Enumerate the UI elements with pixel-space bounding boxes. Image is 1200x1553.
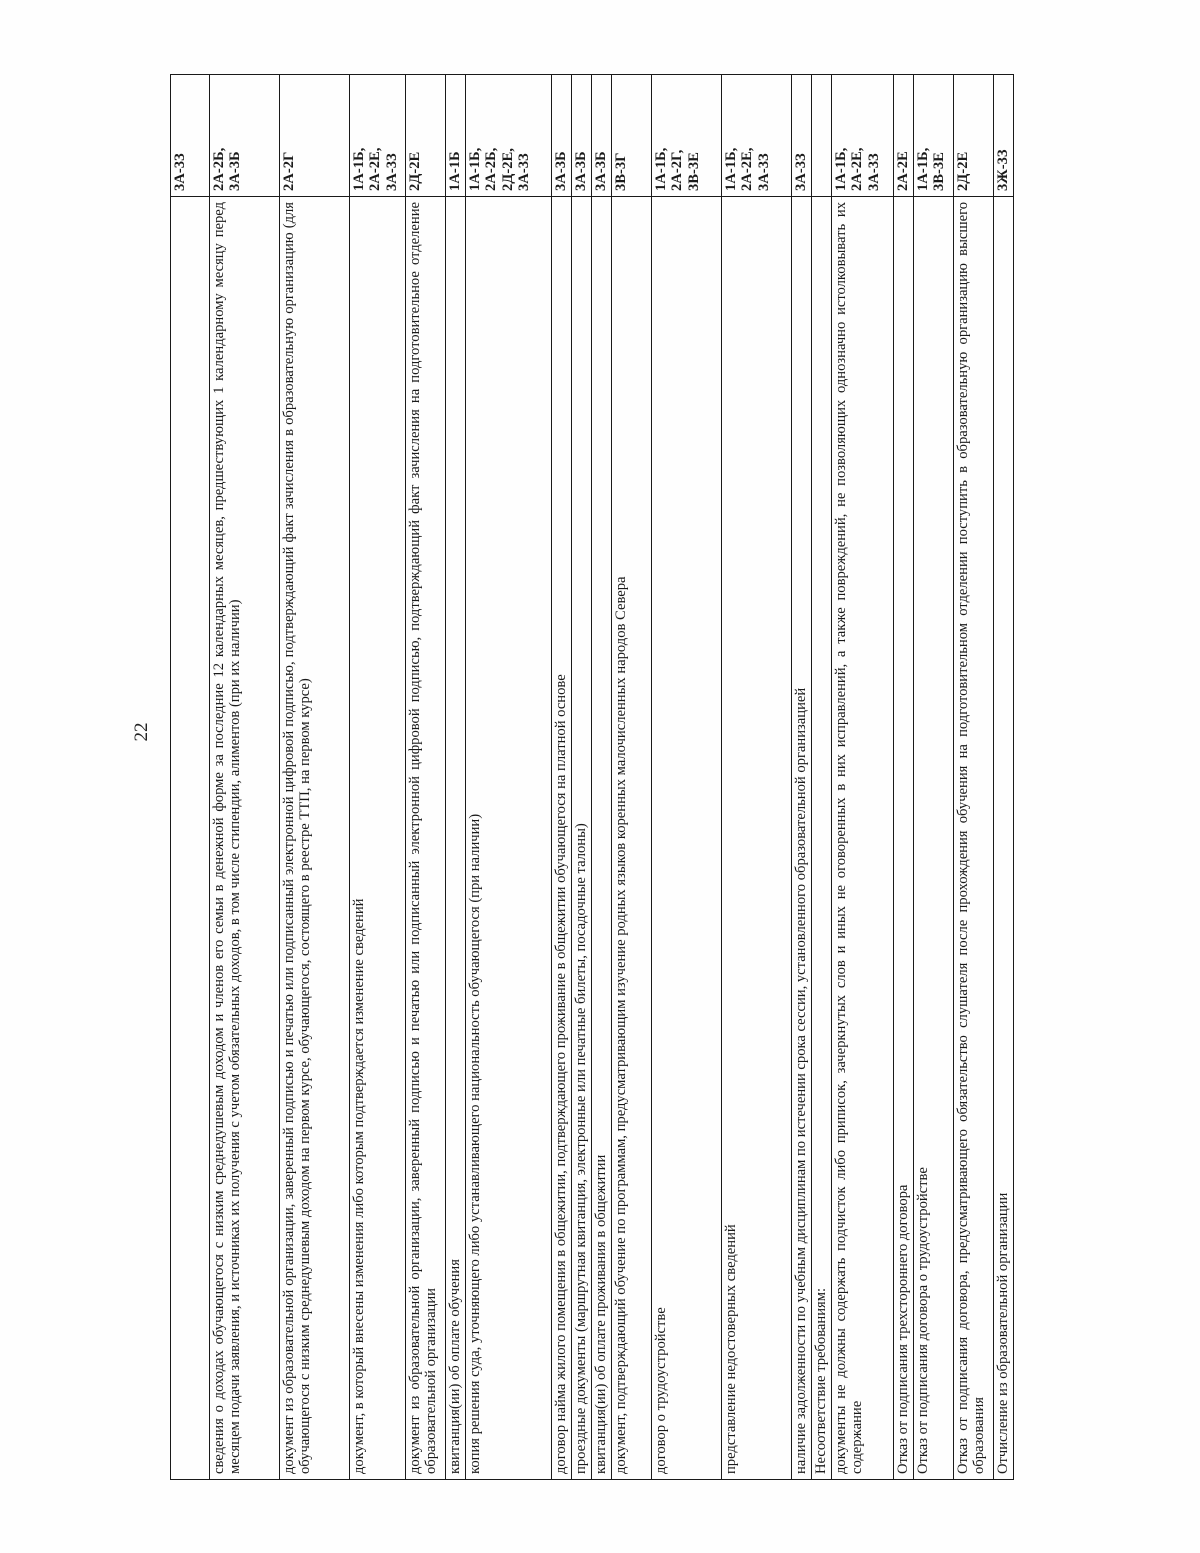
requirements-table — [170, 74, 1014, 1480]
row-code: 2А-2Б, 3А-3Б — [210, 75, 280, 197]
row-description: Отчисление из образовательной организации — [994, 197, 1014, 1480]
row-code: 2Д-2Е — [954, 75, 994, 197]
table-row — [552, 75, 572, 1480]
table-row — [722, 75, 792, 1480]
row-code: 1А-1Б, 2А-2Г, 3В-3Е — [652, 75, 722, 197]
table-row — [914, 75, 954, 1480]
row-code: 2А-2Е — [894, 75, 914, 197]
table-row — [994, 75, 1014, 1480]
table-row — [466, 75, 552, 1480]
row-description: документ из образовательной организации, заверенный подписью и печатью или подписанный электронной цифровой подписью, подтверждающий факт зачисления в образовательную организацию (для обучающегося с низким среднедушевым доходом на первом курсе, обучающегося, состоящего в реестре ТТП, на первом курсе) — [280, 197, 350, 1480]
table-row — [652, 75, 722, 1480]
row-code: 2А-2Г — [280, 75, 350, 197]
table-row — [572, 75, 592, 1480]
row-description: документы не должны содержать подчисток либо приписок, зачеркнутых слов и иных не оговоренных в них исправлений, а также повреждений, не позволяющих однозначно истолковывать их содержание — [832, 197, 894, 1480]
row-code: 1А-1Б, 2А-2Е, 3А-3З — [722, 75, 792, 197]
row-description: Отказ от подписания договора о трудоустройстве — [914, 197, 954, 1480]
row-code: 3А-3Б — [552, 75, 572, 197]
table-row — [612, 75, 652, 1480]
row-description: копия решения суда, уточняющего либо устанавливающего национальность обучающегося (при наличии) — [466, 197, 552, 1480]
table-row — [894, 75, 914, 1480]
row-code: 1А-1Б, 3В-3Е — [914, 75, 954, 197]
table-row — [406, 75, 446, 1480]
row-code: 3А-3Б — [572, 75, 592, 197]
table-row — [171, 75, 210, 1480]
row-description: представление недостоверных сведений — [722, 197, 792, 1480]
row-code: 3В-3Г — [612, 75, 652, 197]
row-description: Несоответствие требованиям: — [812, 197, 832, 1480]
table-row — [592, 75, 612, 1480]
row-code: 2Д-2Е — [406, 75, 446, 197]
row-code: 3А-3Б — [592, 75, 612, 197]
table-row — [792, 75, 812, 1480]
row-description: документ, подтверждающий обучение по программам, предусматривающим изучение родных языков коренных малочисленных народов Севера — [612, 197, 652, 1480]
table-row — [280, 75, 350, 1480]
row-description: договор найма жилого помещения в общежитии, подтверждающего проживание в общежитии обучающегося на платной основе — [552, 197, 572, 1480]
row-description — [171, 197, 210, 1480]
row-description: Отказ от подписания трехстороннего договора — [894, 197, 914, 1480]
table-row — [446, 75, 466, 1480]
table-row — [812, 75, 832, 1480]
row-description: Отказ от подписания договора, предусматривающего обязательство слушателя после прохождения обучения на подготовительном отделении поступить в образовательную организацию высшего образования — [954, 197, 994, 1480]
row-code — [812, 75, 832, 197]
row-description: сведения о доходах обучающегося с низким среднедушевым доходом и членов его семьи в денежной форме за последние 12 календарных месяцев, предшествующих 1 календарному месяцу перед месяцем подачи заявления, и источниках их получения с учетом обязательных доходов, в том числе стипендии, алиментов (при их наличии) — [210, 197, 280, 1480]
table-row — [954, 75, 994, 1480]
row-description: проездные документы (маршрутная квитанция, электронные или печатные билеты, посадочные талоны) — [572, 197, 592, 1480]
row-code: 3А-3З — [171, 75, 210, 197]
row-code: 1А-1Б, 2А-2Е, 3А-3З — [350, 75, 406, 197]
row-description: договор о трудоустройстве — [652, 197, 722, 1480]
table-row — [832, 75, 894, 1480]
row-code: 1А-1Б, 2А-2Е, 3А-3З — [832, 75, 894, 197]
table-row — [350, 75, 406, 1480]
row-description: документ из образовательной организации, заверенный подписью и печатью или подписанный электронной цифровой подписью, подтверждающий факт зачисления на подготовительное отделение образовательной организации — [406, 197, 446, 1480]
row-description: квитанция(ии) об оплате проживания в общежитии — [592, 197, 612, 1480]
row-code: 1А-1Б — [446, 75, 466, 197]
row-code: 3А-3З — [792, 75, 812, 197]
rotated-table-sheet — [170, 75, 1036, 1480]
page-number: 22 — [131, 722, 152, 742]
row-description: документ, в который внесены изменения либо которым подтверждается изменение сведений — [350, 197, 406, 1480]
table-body — [171, 75, 1014, 1480]
row-description: квитанция(ии) об оплате обучения — [446, 197, 466, 1480]
row-code: 1А-1Б, 2А-2Б, 2Д-2Е, 3А-3З — [466, 75, 552, 197]
row-description: наличие задолженности по учебным дисциплинам по истечении срока сессии, установленного образовательной организацией — [792, 197, 812, 1480]
table-row — [210, 75, 280, 1480]
row-code: 3Ж-3З — [994, 75, 1014, 197]
